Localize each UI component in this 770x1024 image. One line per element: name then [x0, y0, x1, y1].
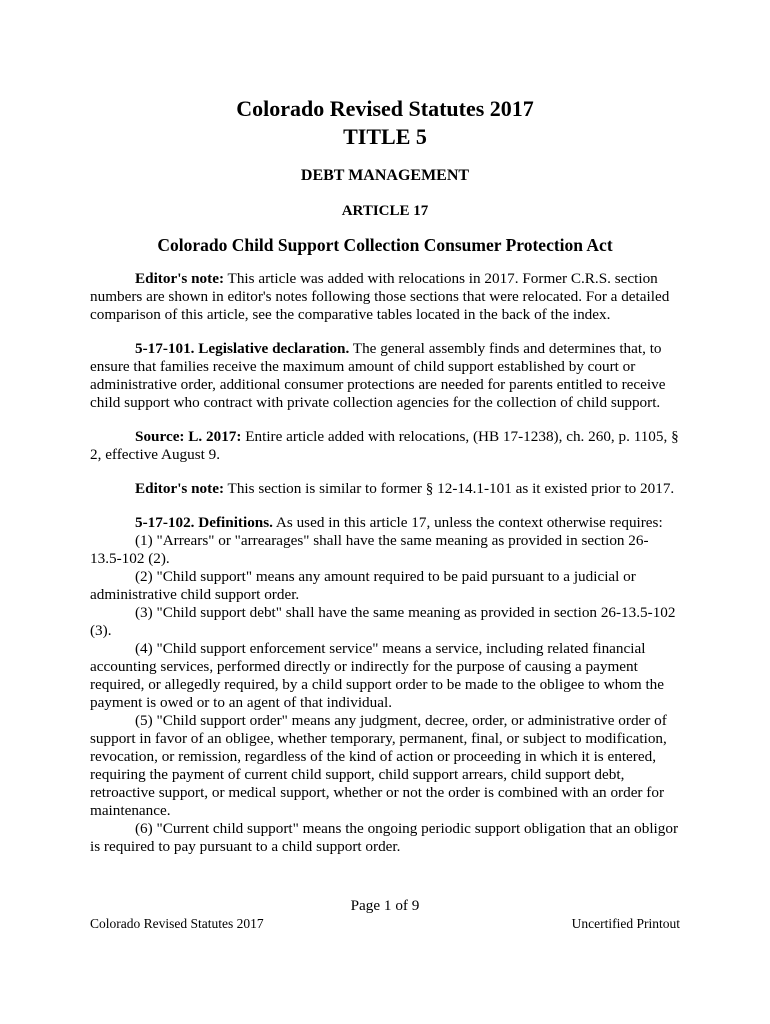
- title-number: TITLE 5: [343, 124, 427, 149]
- footer: [90, 915, 680, 933]
- document-title: Colorado Revised Statutes 2017: [236, 96, 534, 121]
- definition-item-6: (6) "Current child support" means the ongoing periodic support obligation that an obligor is required to pay pursuant to a child support order.: [90, 820, 679, 855]
- source-note-text: Entire article added with relocations, (HB 17-1238), ch. 260, p. 1105, § 2, effective August 9.: [90, 428, 679, 463]
- act-name: Colorado Child Support Collection Consumer Protection Act: [157, 235, 613, 255]
- definition-item-3: (3) "Child support debt" shall have the same meaning as provided in section 26-13.5-102 (3).: [90, 604, 676, 639]
- section-5-17-102: [90, 514, 680, 532]
- section-5-17-101-heading: 5-17-101. Legislative declaration.: [135, 340, 350, 357]
- source-note-label: Source: L. 2017:: [135, 428, 242, 445]
- definition-item-2: (2) "Child support" means any amount required to be paid pursuant to a judicial or administrative child support order.: [90, 568, 636, 603]
- editors-note-2-label: Editor's note:: [135, 480, 225, 497]
- section-5-17-102-heading: 5-17-102. Definitions.: [135, 514, 273, 531]
- editors-note-1-text: This article was added with relocations in 2017. Former C.R.S. section numbers are shown in editor's notes following those sections that were relocated. For a detailed comparison of this article, see the comparative tables located in the back of the index.: [90, 270, 670, 323]
- footer-left: Colorado Revised Statutes 2017: [90, 916, 264, 931]
- page-number: Page 1 of 9: [350, 897, 420, 914]
- definition-item-1: (1) "Arrears" or "arrearages" shall have the same meaning as provided in section 26-13.5-102 (2).: [90, 532, 649, 567]
- footer-right: Uncertified Printout: [571, 916, 680, 931]
- source-note: [90, 428, 680, 464]
- definition-item-5: (5) "Child support order" means any judgment, decree, order, or administrative order of support in favor of an obligee, whether temporary, permanent, final, or subject to modification, revocation, or remission, regardless of the kind of action or proceeding in which it is entered, requiring the payment of current child support, child support arrears, child support debt, retroactive support, or medical support, whether or not the order is combined with an order for maintenance.: [90, 712, 667, 819]
- editors-note-1-label: Editor's note:: [135, 270, 225, 287]
- section-5-17-101-text: The general assembly finds and determines that, to ensure that families receive the maximum amount of child support established by court or administrative order, additional consumer protections are needed for parents entitled to receive child support who contract with private collection agencies for the collection of child support.: [90, 340, 666, 411]
- editors-note-1: [90, 270, 680, 324]
- article-heading: ARTICLE 17: [341, 203, 429, 219]
- editors-note-2: [90, 480, 680, 498]
- title-subject: DEBT MANAGEMENT: [300, 167, 470, 184]
- section-5-17-101: [90, 340, 680, 412]
- definition-item-4: (4) "Child support enforcement service" means a service, including related financial accounting services, performed directly or indirectly for the purpose of causing a payment required, or allegedly required, by a child support order to be made to the obligee to whom the payment is owed or to an agent of that individual.: [90, 640, 664, 711]
- editors-note-2-text: This section is similar to former § 12-14.1-101 as it existed prior to 2017.: [224, 480, 675, 497]
- document-body: [90, 95, 680, 856]
- section-5-17-102-intro: As used in this article 17, unless the context otherwise requires:: [272, 514, 663, 531]
